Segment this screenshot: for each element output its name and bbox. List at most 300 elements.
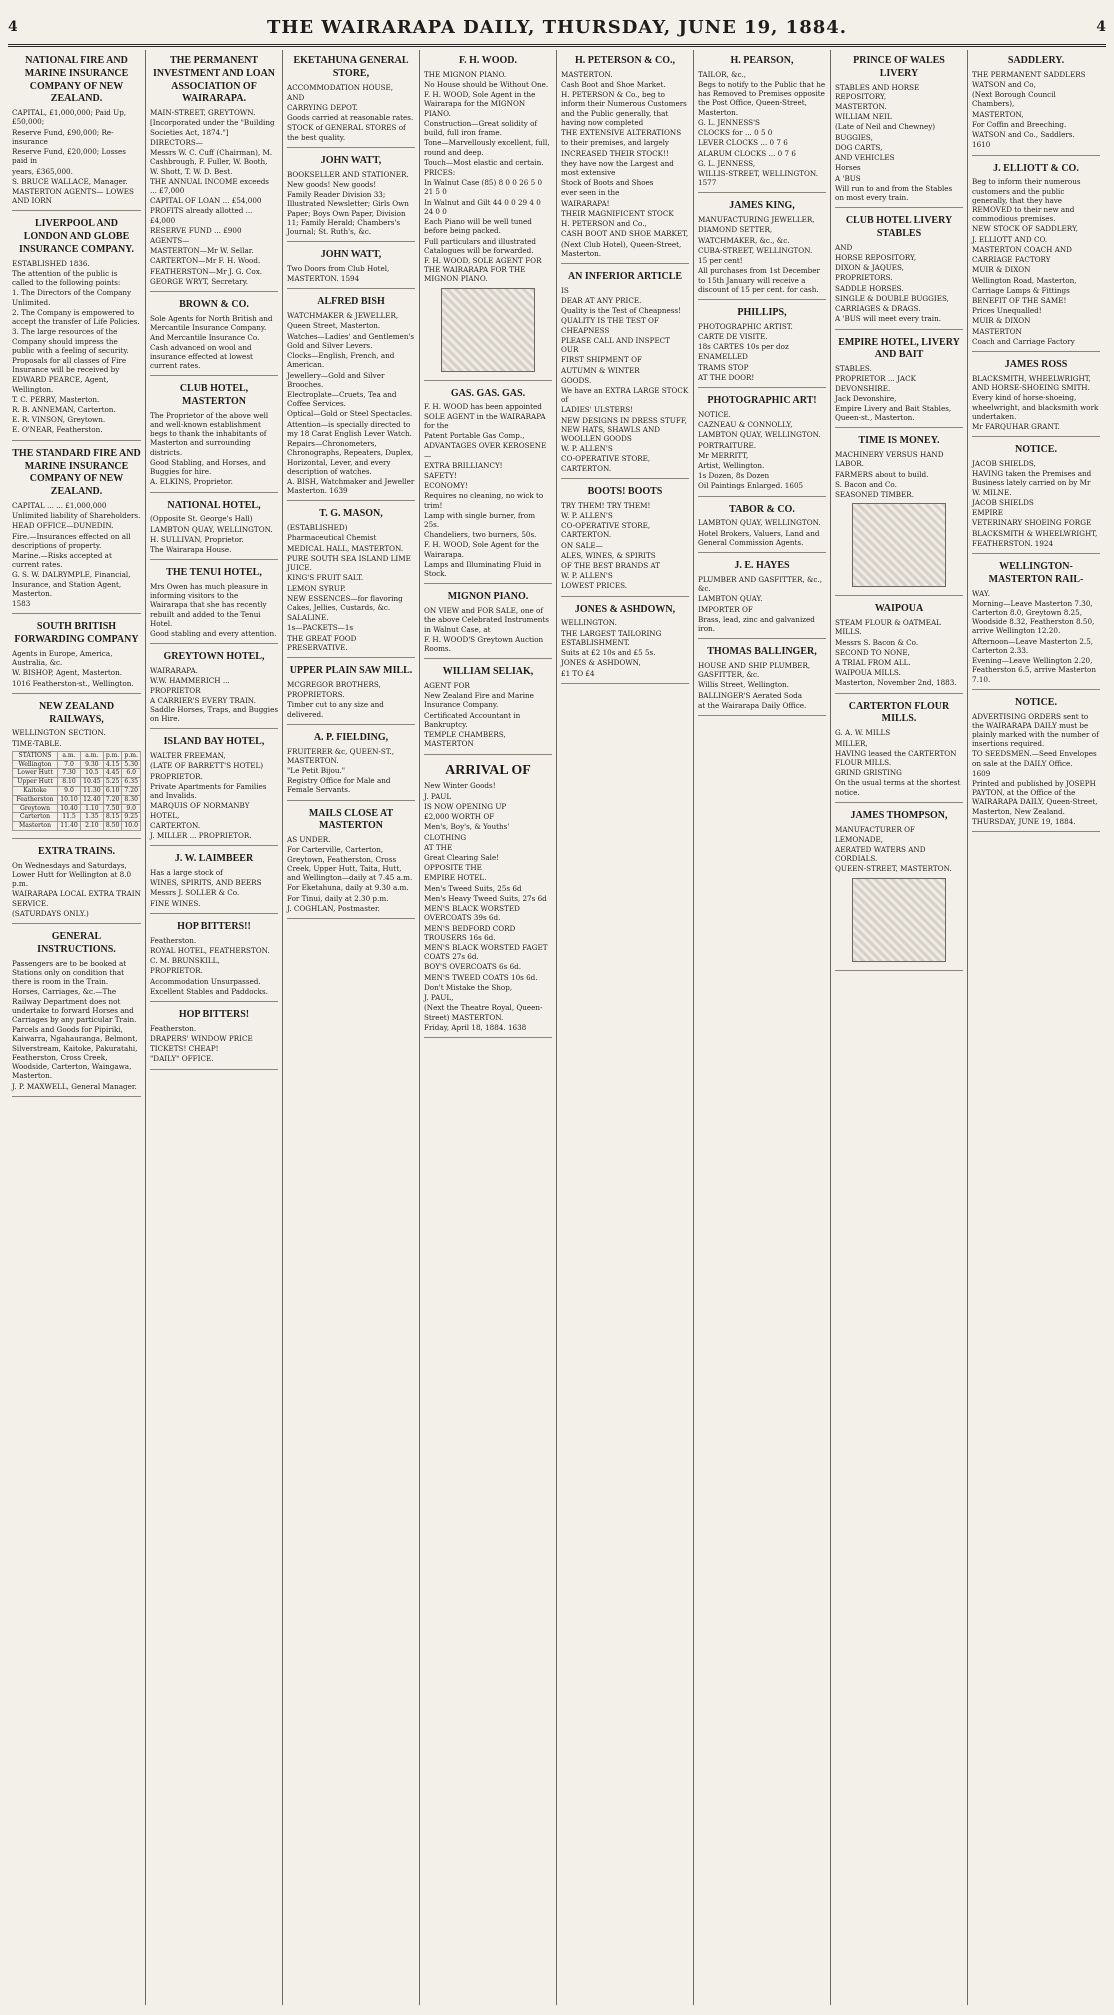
ad-block — [561, 599, 689, 684]
ad-heading: SADDLERY. — [1007, 55, 1065, 66]
ad-line: MANUFACTURING JEWELLER, — [698, 215, 815, 225]
ad-line: G. L. JENNESS'S — [698, 117, 760, 127]
ad-line: 1016 Featherston-st., Wellington. — [12, 678, 134, 688]
ad-line: MASTERTON. — [561, 69, 613, 79]
ad-heading: GAS. GAS. GAS. — [450, 387, 526, 399]
ad-line: ESTABLISHED 1836. — [12, 258, 90, 268]
timetable-row — [13, 751, 141, 760]
ad-line: (Next the Theatre Royal, Queen-Street) MASTERTON. — [424, 1003, 543, 1022]
ad-line: 1583 — [12, 599, 31, 609]
engraving-illustration — [441, 288, 535, 372]
ad-heading: ARRIVAL OF — [445, 762, 531, 778]
column-8 — [967, 50, 1104, 2005]
column-5 — [556, 50, 693, 2005]
ad-line: Horses — [835, 163, 861, 173]
timetable-cell: 4.45 — [103, 769, 122, 778]
ad-line: New goods! New goods! — [287, 179, 377, 189]
ad-line: Touch—Most elastic and certain. — [424, 157, 544, 167]
ad-line: FIRST SHIPMENT OF — [561, 355, 642, 365]
ad-line: TRAMS STOP — [698, 362, 749, 372]
ad-line: CARRYING DEPOT. — [287, 103, 358, 113]
timetable-cell: 7.20 — [103, 795, 122, 804]
ad-line: MUIR & DIXON — [972, 316, 1031, 326]
timetable-cell: STATIONS — [13, 751, 58, 760]
ad-line: Great Clearing Sale! — [424, 853, 500, 862]
ad-line: GOODS. — [561, 375, 592, 385]
ad-line: Featherston. — [150, 1023, 197, 1033]
ad-line: Quality is the Test of Cheapness! — [561, 306, 682, 316]
page-number-right: 4 — [1096, 19, 1106, 35]
ad-line: TIME-TABLE. — [12, 738, 62, 748]
ad-block — [287, 244, 415, 289]
ad-line: Featherston. — [150, 935, 197, 945]
ad-block — [835, 332, 963, 429]
ad-line: For Eketahuna, daily at 9.30 a.m. — [287, 883, 409, 893]
ad-line: NOTICE. — [698, 409, 731, 419]
ad-line: GEORGE WRYT, Secretary. — [150, 276, 249, 286]
ad-line: STEAM FLOUR & OATMEAL MILLS. — [835, 618, 941, 637]
ad-line: WAY. — [972, 588, 991, 598]
ad-line: G. L. JENNESS, — [698, 158, 756, 168]
ad-line: In Walnut and Gilt 44 0 0 29 4 0 24 0 0 — [424, 197, 541, 216]
ad-block — [12, 696, 141, 839]
ad-line: MANUFACTURER OF — [835, 824, 916, 834]
ad-heading: NEW ZEALAND RAILWAYS, — [38, 700, 115, 725]
ad-line: AND — [287, 92, 305, 102]
ad-block — [287, 660, 415, 725]
timetable-cell: Featherston — [13, 795, 58, 804]
ad-line: MASTERTON. 1594 — [287, 274, 360, 284]
ad-block — [150, 495, 278, 561]
ad-block — [12, 50, 141, 211]
ad-line: Accommodation Unsurpassed. — [150, 976, 261, 986]
ad-block — [972, 556, 1100, 690]
ad-line: Each Piano will be well tuned before being packed. — [424, 217, 532, 236]
ad-line: A. BISH, Watchmaker and Jeweller Masterton. 1639 — [287, 476, 415, 496]
timetable-cell: 10.40 — [58, 804, 81, 813]
ad-line: LAMBTON QUAY, WELLINGTON. — [150, 524, 273, 534]
ad-line: CARRIAGES & DRAGS. — [835, 304, 921, 314]
ad-line: Timber cut to any size and delivered. — [287, 700, 384, 719]
ad-heading: WILLIAM SELIAK, — [442, 666, 534, 678]
ad-line: LAMBTON QUAY, WELLINGTON. — [698, 518, 821, 528]
ad-heading: LIVERPOOL AND LONDON AND GLOBE INSURANCE COMPANY. — [18, 218, 134, 255]
ad-heading: CLUB HOTEL, MASTERTON — [179, 383, 249, 408]
ad-line: Proposals for all classes of Fire Insurance will be received by — [12, 355, 127, 375]
timetable-cell: 1.35 — [80, 813, 103, 822]
ad-line: CO-OPERATIVE STORE, CARTERTON. — [561, 521, 651, 540]
ad-line: to their premises, and largely — [561, 138, 669, 148]
ad-line: [Incorporated under the "Building Societies Act, 1874."] — [150, 118, 275, 137]
timetable-cell: 10.10 — [58, 795, 81, 804]
ad-line: S. BRUCE WALLACE, Manager. — [12, 176, 128, 186]
ad-line: The attention of the public is called to the following points: — [12, 268, 121, 288]
ad-line: Coach and Carriage Factory — [972, 336, 1075, 346]
ad-block — [424, 50, 552, 381]
ad-line: HOUSE AND SHIP PLUMBER, GASFITTER, &c. — [698, 660, 811, 680]
ad-line: AERATED WATERS AND CORDIALS. — [835, 845, 926, 864]
timetable-cell: 2.10 — [80, 822, 103, 831]
ad-line: TO SEEDSMEN.—Seed Envelopes on sale at the DAILY Office. — [972, 749, 1097, 768]
ad-line: Requires no cleaning, no wick to trim! — [424, 491, 544, 510]
ad-line: E. O'NEAR, Featherston. — [12, 425, 103, 435]
ad-block — [835, 430, 963, 596]
ad-block — [835, 805, 963, 971]
timetable-cell: 9.30 — [80, 760, 103, 769]
ad-heading: HOP BITTERS! — [178, 1009, 250, 1021]
ad-line: MASTERTON—Mr W. Sellar. — [150, 246, 254, 256]
ad-line: AUTUMN & WINTER — [561, 365, 640, 375]
ad-line: TAILOR, &c., — [698, 69, 747, 79]
engraving-illustration — [852, 503, 946, 587]
ad-line: (Next Club Hotel), Queen-Street, Masterton. — [561, 239, 682, 258]
ad-line: DRAPERS' WINDOW PRICE — [150, 1034, 253, 1044]
ad-line: OPPOSITE THE — [424, 863, 482, 873]
ad-line: Horses, Carriages, &c.—The Railway Department does not undertake to forward Horses and Carriages by any particular Train. — [12, 987, 137, 1024]
timetable-cell: a.m. — [80, 751, 103, 760]
column-4 — [419, 50, 556, 2005]
ad-line: Every kind of horse-shoeing, wheelwright, and blacksmith work undertaken. — [972, 393, 1099, 421]
ad-line: JACOB SHIELDS — [972, 497, 1034, 507]
ad-line: C. M. BRUNSKILL, — [150, 956, 220, 966]
ad-line: GRIND GRISTING — [835, 768, 902, 778]
ad-line: CAPITAL ... ... £1,000,000 — [12, 500, 107, 510]
ad-line: HORSE REPOSITORY, — [835, 253, 917, 263]
ad-line: New Zealand Fire and Marine Insurance Company. — [424, 691, 534, 710]
ad-line: LEVER CLOCKS ... 0 7 6 — [698, 138, 788, 148]
ad-line: Tone—Marvellously excellent, full, round and deep. — [424, 138, 550, 157]
ad-line: WATSON and Co, — [972, 80, 1036, 90]
ad-line: ever seen in the — [561, 188, 620, 198]
ad-line: STOCK of GENERAL STORES of the best quality. — [287, 123, 406, 142]
ad-line: ADVANTAGES OVER KEROSENE— — [424, 441, 547, 460]
newspaper-title: THE WAIRARAPA DAILY, THURSDAY, JUNE 19, 1884. — [266, 16, 848, 38]
ad-line: 15 per cent! — [698, 256, 743, 266]
ad-line: years, £365,000. — [12, 166, 73, 176]
ad-line: STABLES. — [835, 364, 872, 374]
ad-heading: JAMES ROSS — [1004, 359, 1068, 371]
ad-block — [12, 213, 141, 440]
ad-line: WALTER FREEMAN, — [150, 751, 226, 761]
ad-line: THE MIGNON PIANO. — [424, 69, 507, 79]
ad-line: WATCHMAKER, &c., &c. — [698, 235, 790, 245]
ad-line: WILLIAM NEIL — [835, 112, 892, 122]
ad-line: Optical—Gold or Steel Spectacles. — [287, 409, 413, 419]
ad-heading: PHOTOGRAPHIC ART! — [707, 395, 817, 407]
ad-line: Jewellery—Gold and Silver Brooches. — [287, 370, 385, 389]
ad-line: WAIPOUA MILLS. — [835, 668, 901, 678]
ad-line: EMPIRE HOTEL. — [424, 873, 487, 883]
ad-line: (Next Borough Council Chambers), — [972, 90, 1056, 109]
timetable-cell: 6.0 — [122, 769, 141, 778]
ad-line: H. PETERSON & Co., beg to inform their Numerous Customers and the Public generally, that having now completed — [561, 90, 687, 127]
ad-line: PROPRIETOR ... JACK DEVONSHIRE. — [835, 374, 916, 393]
ad-heading: CLUB HOTEL LIVERY STABLES — [845, 215, 953, 240]
ad-line: H. SULLIVAN, Proprietor. — [150, 534, 244, 544]
ad-line: Will run to and from the Stables on most every train. — [835, 183, 953, 202]
ad-line: (SATURDAYS ONLY.) — [12, 908, 89, 918]
ad-line: NEW DESIGNS IN DRESS STUFF, NEW HATS, SHAWLS AND WOOLLEN GOODS — [561, 415, 687, 444]
ad-line: Messrs J. SOLLER & Co. — [150, 888, 240, 898]
ad-line: WILLIS-STREET, WELLINGTON. 1577 — [698, 168, 819, 188]
ad-block — [698, 302, 826, 388]
ad-line: BENEFIT OF THE SAME! — [972, 295, 1067, 305]
timetable-cell: a.m. — [58, 751, 81, 760]
ad-block — [698, 390, 826, 497]
ad-block — [150, 848, 278, 914]
ad-line: Prices Unequalled! — [972, 306, 1042, 316]
ad-line: MARQUIS OF NORMANBY HOTEL, — [150, 801, 250, 820]
ad-line: J. MILLER ... PROPRIETOR. — [150, 831, 252, 841]
ad-block — [150, 50, 278, 292]
ad-line: Parcels and Goods for Pipiriki, Kaiwarra, Ngahauranga, Belmont, Silverstream, Kaitoke, Pakuratahi, Featherston, Cross Creek, Woodside, Carterton, Waingawa, Masterton. — [12, 1025, 138, 1081]
ad-line: CAPITAL, £1,000,000; Paid Up, £50,000; — [12, 108, 127, 127]
ad-line: MAIN-STREET, GREYTOWN. — [150, 108, 256, 118]
ad-line: PROPRIETOR. — [150, 966, 203, 976]
ad-heading: JONES & ASHDOWN, — [574, 603, 676, 615]
ad-block — [698, 555, 826, 639]
ad-line: Mrs Owen has much pleasure in informing visitors to the Wairarapa that she has recently rebuilt and added to the Tenui Hotel. — [150, 582, 268, 628]
ad-line: RESERVE FUND ... £900 — [150, 225, 242, 235]
ad-line: CAZNEAU & CONNOLLY, — [698, 420, 793, 430]
ad-block — [287, 803, 415, 919]
ad-heading: THE STANDARD FIRE AND MARINE INSURANCE COMPANY OF NEW ZEALAND. — [12, 447, 141, 498]
ad-line: VETERINARY SHOEING FORGE — [972, 518, 1092, 528]
ad-block — [150, 378, 278, 492]
ad-line: PROPRIETORS. — [287, 690, 345, 700]
ad-line: 1. The Directors of the Company Unlimited. — [12, 288, 132, 307]
timetable-cell: Lower Hutt — [13, 769, 58, 778]
ad-line: Empire Livery and Bait Stables, Queen-st., Masterton. — [835, 404, 952, 423]
ad-line: On Wednesdays and Saturdays, Lower Hutt for Wellington at 8.0 p.m. — [12, 860, 132, 889]
ad-line: LADIES' ULSTERS! — [561, 405, 634, 415]
ad-line: INCREASED THEIR STOCK!! — [561, 148, 669, 158]
ad-line: Unlimited liability of Shareholders. — [12, 511, 141, 521]
timetable-cell: 5.25 — [103, 778, 122, 787]
column-2 — [145, 50, 282, 2005]
timetable-cell: 7.0 — [58, 760, 81, 769]
ad-block — [835, 50, 963, 208]
ad-heading: J. ELLIOTT & CO. — [993, 162, 1079, 174]
ad-line: CO-OPERATIVE STORE, CARTERTON. — [561, 454, 651, 473]
ad-block — [698, 641, 826, 716]
ad-line: AGENT FOR — [424, 681, 470, 691]
ad-line: J. PAUL, — [424, 993, 454, 1003]
masthead — [8, 10, 1106, 47]
ad-line: H. PETERSON and Co., — [561, 219, 647, 229]
ad-block — [972, 692, 1100, 832]
ad-line: PROPRIETORS. — [835, 273, 893, 283]
ad-line: Marine.—Risks accepted at current rates. — [12, 550, 112, 570]
ad-line: SEASONED TIMBER. — [835, 490, 914, 500]
ad-line: Wellington Road, Masterton, — [972, 275, 1077, 285]
ad-line: MCGREGOR BROTHERS, — [287, 679, 381, 689]
ad-line: Morning—Leave Masterton 7.30, Carterton 8.0, Greytown 8.25, Woodside 8.32, Featherston 8.50, arrive Wellington 12.20. — [972, 598, 1095, 636]
timetable-cell: Carterton — [13, 813, 58, 822]
ad-line: ALES, WINES, & SPIRITS — [561, 550, 656, 560]
ad-line: LEMONADE, — [835, 834, 884, 844]
ad-line: ON SALE— — [561, 540, 603, 550]
ad-block — [424, 661, 552, 754]
ad-line: Afternoon—Leave Masterton 2.5, Carterton 2.33. — [972, 636, 1094, 655]
ad-heading: NOTICE. — [1015, 444, 1057, 456]
ad-line: PROFITS already allotted ... £4,000 — [150, 206, 253, 225]
ad-line: 1s Dozen, 8s Dozen — [698, 471, 770, 481]
ad-heading: WAIPOUA — [874, 603, 924, 615]
ad-line: NEW ESSENCES—for flavoring Cakes, Jellies, Custards, &c. — [287, 593, 403, 612]
ad-block — [561, 266, 689, 479]
timetable-row — [13, 813, 141, 822]
ad-line: Masterton, November 2nd, 1883. — [835, 678, 957, 688]
ad-line: SAFETY! — [424, 470, 457, 480]
ad-line: The Proprietor of the above well and well-known establishment begs to thank the inhabitants of Masterton and surrounding districts. — [150, 410, 269, 457]
timetable-cell: 10.0 — [122, 822, 141, 831]
ad-line: they have now the Largest and most extensive — [561, 158, 674, 177]
timetable-cell: 4.15 — [103, 760, 122, 769]
ad-line: MASTERTON — [972, 326, 1022, 336]
timetable-cell: p.m. — [103, 751, 122, 760]
ad-line: CASH BOOT AND SHOE MARKET, — [561, 229, 689, 239]
ad-line: NEW STOCK OF SADDLERY, — [972, 224, 1079, 234]
ad-line: ON VIEW and FOR SALE, one of the above Celebrated Instruments in Walnut Case, at — [424, 606, 549, 634]
ad-line: Goods carried at reasonable rates. — [287, 113, 414, 123]
ad-line: OF THE BEST BRANDS AT — [561, 561, 661, 571]
ad-block — [972, 439, 1100, 554]
ad-heading: NATIONAL FIRE AND MARINE INSURANCE COMPANY OF NEW ZEALAND. — [24, 55, 129, 105]
ad-block — [150, 646, 278, 729]
ad-line: FARMERS about to build. — [835, 469, 929, 479]
ad-line: Men's, Boy's, & Youths' — [424, 822, 510, 832]
ad-line: A CARRIER'S EVERY TRAIN. Saddle Horses, Traps, and Buggies on Hire. — [150, 695, 279, 724]
ad-line: DIXON & JAQUES, — [835, 263, 904, 273]
ad-line: MEDICAL HALL, MASTERTON. — [287, 543, 404, 553]
ad-heading: JOHN WATT, — [320, 249, 382, 261]
timetable-cell: Upper Hutt — [13, 778, 58, 787]
ad-block — [835, 598, 963, 693]
ad-line: at the Wairarapa Daily Office. — [698, 700, 807, 710]
ad-line: FINE WINES. — [150, 898, 201, 908]
ad-line: EDWARD PEARCE, Agent, Wellington. — [12, 375, 109, 394]
ad-line: Men's Heavy Tweed Suits, 27s 6d — [424, 893, 547, 903]
ad-heading: JAMES KING, — [729, 200, 795, 212]
ad-line: Construction—Great solidity of build, full iron frame. — [424, 118, 538, 138]
ad-line: Mr FARQUHAR GRANT. — [972, 421, 1060, 431]
ad-block — [287, 50, 415, 148]
ad-line: IS — [561, 285, 569, 295]
ad-line: 1609 — [972, 768, 991, 778]
ad-line: MASTERTON COACH AND — [972, 244, 1072, 254]
ad-line: Messrs S. Bacon & Co. — [835, 637, 919, 647]
ad-block — [972, 50, 1100, 156]
timetable-cell: 11.40 — [58, 822, 81, 831]
ad-line: Mr MERRITT, — [698, 450, 749, 460]
ad-line: Certificated Accountant in Bankruptcy. — [424, 710, 521, 729]
ad-line: Reserve Fund, £20,000; Losses paid in — [12, 147, 126, 166]
ad-line: LEMON SYRUP. — [287, 583, 346, 593]
ad-line: CUBA-STREET, WELLINGTON. — [698, 245, 813, 255]
timetable-cell: 1.10 — [80, 804, 103, 813]
ad-line: LOWEST PRICES. — [561, 581, 628, 591]
ad-line: WATSON and Co., Saddlers. — [972, 130, 1075, 140]
ad-line: S. Bacon and Co. — [835, 479, 897, 489]
ad-heading: THE PERMANENT INVESTMENT AND LOAN ASSOCIATION OF WAIRARAPA. — [152, 55, 276, 105]
timetable-cell: 8.50 — [103, 822, 122, 831]
ad-line: Private Apartments for Families and Invalids. — [150, 781, 267, 801]
ad-line: Good Stabling, and Horses, and Buggies for hire. — [150, 457, 266, 477]
ad-block — [12, 926, 141, 1097]
ad-line: BLACKSMITH & WHEELWRIGHT, — [972, 528, 1098, 538]
ad-line: Family Reader Division 33; Illustrated Newsletter; Girls Own Paper; Boys Own Paper, Division 11; Family Herald; Chambers's Journal; St. Ruth's, &c. — [287, 190, 409, 237]
ad-line: PLEASE CALL AND INSPECT OUR — [561, 335, 670, 355]
ad-line: ALARUM CLOCKS ... 0 7 6 — [698, 148, 796, 158]
ad-line: Clocks—English, French, and American. — [287, 351, 395, 370]
ad-line: Agents in Europe, America, Australia, &c. — [12, 648, 113, 668]
ad-line: Watches—Ladies' and Gentlemen's Gold and Silver Levers. — [287, 331, 415, 350]
ad-line: W. P. ALLEN'S — [561, 571, 613, 581]
ad-line: SECOND TO NONE, — [835, 647, 910, 657]
ad-line: BALLINGER'S Aerated Soda — [698, 690, 803, 700]
ad-line: PLUMBER AND GASFITTER, &c., &c. — [698, 574, 823, 594]
ad-line: JONES & ASHDOWN, — [561, 658, 641, 668]
timetable-cell: 5.30 — [122, 760, 141, 769]
ad-line: Excellent Stables and Paddocks. — [150, 986, 268, 996]
advertisement-columns — [8, 50, 1106, 2005]
ad-line: THE LARGEST TAILORING ESTABLISHMENT. — [561, 628, 662, 647]
ad-line: AGENTS— — [150, 236, 190, 246]
ad-heading: ISLAND BAY HOTEL, — [163, 736, 265, 748]
ad-line: 1610 — [972, 140, 991, 150]
ad-line: Suits at £2 10s and £5 5s. — [561, 648, 656, 658]
ad-line: Two Doors from Club Hotel, — [287, 264, 390, 274]
ad-block — [12, 443, 141, 615]
ad-heading: WELLINGTON-MASTERTON RAIL- — [988, 560, 1084, 585]
ad-line: SALALINE. — [287, 613, 329, 623]
ad-line: W. BISHOP, Agent, Masterton. — [12, 668, 123, 678]
timetable-row — [13, 804, 141, 813]
ad-line: Patent Portable Gas Comp., — [424, 431, 525, 441]
ad-heading: NOTICE. — [1015, 696, 1057, 708]
ad-line: EXTRA BRILLIANCY! — [424, 460, 503, 470]
ad-heading: T. G. MASON, — [319, 508, 383, 520]
ad-heading: CARTERTON FLOUR MILLS. — [848, 700, 950, 725]
timetable-cell: Kaitoke — [13, 786, 58, 795]
ad-line: Brass, lead, zinc and galvanized iron. — [698, 614, 815, 633]
ad-heading: J. E. HAYES — [734, 560, 790, 572]
ad-line: MEN'S TWEED COATS 10s 6d. — [424, 972, 538, 982]
ad-heading: MIGNON PIANO. — [447, 591, 529, 603]
ad-line: TRY THEM! TRY THEM! — [561, 500, 651, 510]
ad-line: IMPORTER OF — [698, 604, 753, 614]
ad-line: Queen Street, Masterton. — [287, 321, 381, 331]
ad-line: CLOCKS for ... 0 5 0 — [698, 128, 773, 138]
ad-line: CARTERTON. — [150, 820, 201, 830]
ad-line: MEN'S BLACK WORSTED FAGET COATS 27s 6d. — [424, 942, 548, 962]
ad-line: WELLINGTON SECTION. — [12, 728, 106, 738]
ad-line: WAIRARAPA LOCAL EXTRA TRAIN SERVICE. — [12, 889, 141, 908]
ad-line: MASTERTON AGENTS— LOWES AND IORN — [12, 186, 134, 206]
ad-line: BLACKSMITH, WHEELWRIGHT, AND HORSE-SHOEING SMITH. — [972, 373, 1091, 393]
timetable-cell: Greytown — [13, 804, 58, 813]
timetable-cell: 10.5 — [80, 769, 103, 778]
ad-line: THURSDAY, JUNE 19, 1884. — [972, 816, 1076, 826]
ad-block — [424, 383, 552, 585]
ad-line: J. P. MAXWELL, General Manager. — [12, 1081, 137, 1091]
ad-line: F. H. WOOD, Sole Agent for the Wairarapa. — [424, 540, 539, 559]
column-6 — [693, 50, 830, 2005]
ad-line: Friday, April 18, 1884. 1638 — [424, 1022, 527, 1032]
ad-heading: MAILS CLOSE AT MASTERTON — [308, 807, 394, 832]
ad-line: Cash Boot and Shoe Market. — [561, 80, 666, 90]
